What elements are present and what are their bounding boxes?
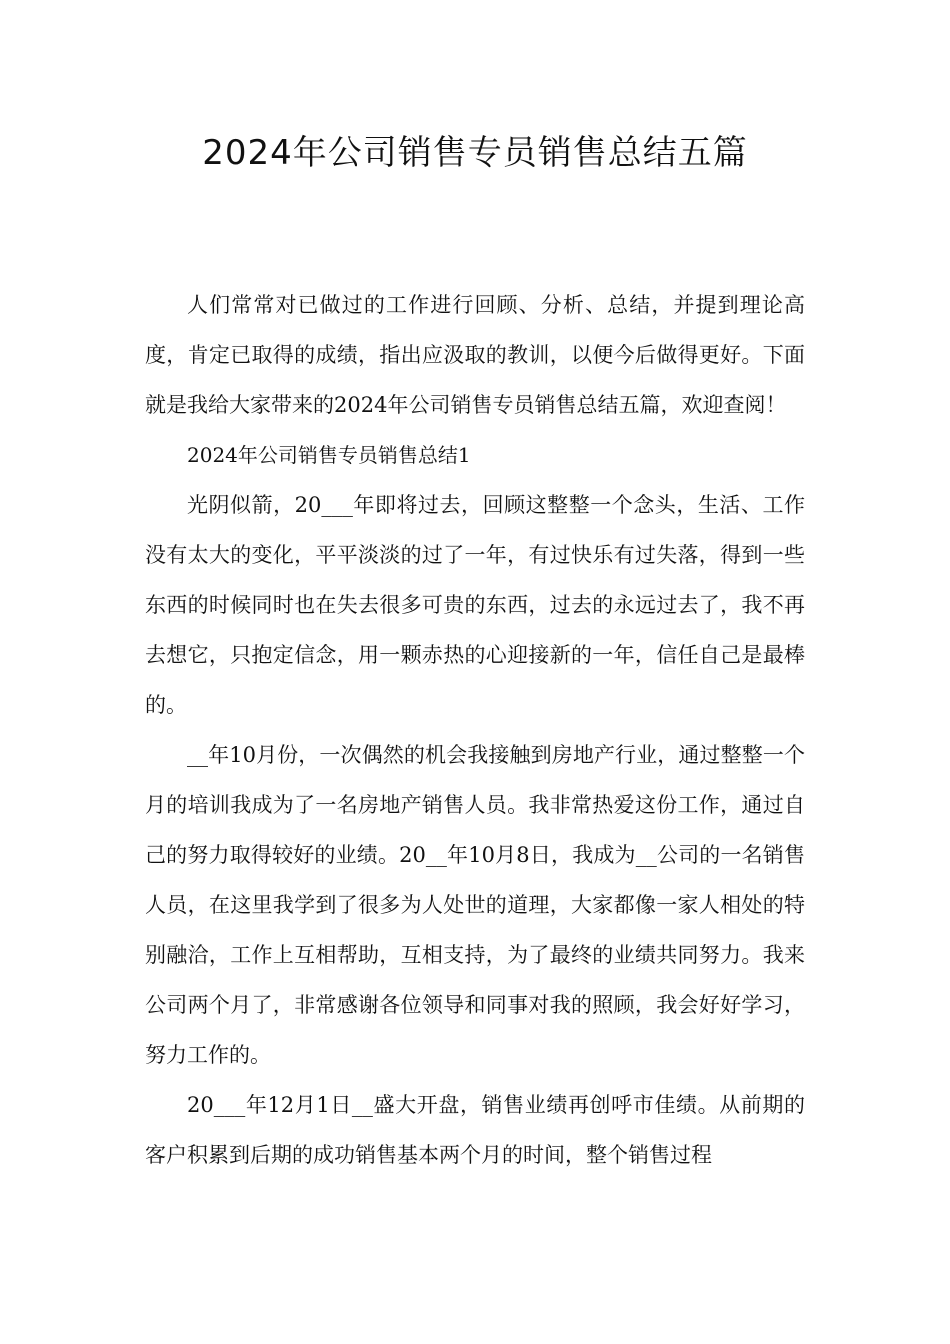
body-paragraph: 20___年12月1日__盛大开盘，销售业绩再创呼市佳绩。从前期的客户积累到后期的成功销售基本两个月的时间，整个销售过程: [145, 1093, 805, 1167]
body-paragraph: 光阴似箭，20___年即将过去，回顾这整整一个念头，生活、工作没有太大的变化，平平淡淡的过了一年，有过快乐有过失落，得到一些东西的时候同时也在失去很多可贵的东西，过去的永远过去了，我不再去想它，只抱定信念，用一颗赤热的心迎接新的一年，信任自己是最棒的。: [145, 493, 805, 717]
intro-paragraph: 人们常常对已做过的工作进行回顾、分析、总结，并提到理论高度，肯定已取得的成绩，指出应汲取的教训，以便今后做得更好。下面就是我给大家带来的2024年公司销售专员销售总结五篇，欢迎查阅！: [145, 293, 805, 417]
body-paragraph: __年10月份，一次偶然的机会我接触到房地产行业，通过整整一个月的培训我成为了一名房地产销售人员。我非常热爱这份工作，通过自己的努力取得较好的业绩。20__年10月8日，我成为__公司的一名销售人员，在这里我学到了很多为人处世的道理，大家都像一家人相处的特别融洽，工作上互相帮助，互相支持，为了最终的业绩共同努力。我来公司两个月了，非常感谢各位领导和同事对我的照顾，我会好好学习，努力工作的。: [145, 743, 805, 1067]
section-heading-1: 2024年公司销售专员销售总结1: [187, 443, 471, 467]
document-title: 2024年公司销售专员销售总结五篇: [202, 133, 748, 173]
document-body: [145, 280, 805, 1180]
